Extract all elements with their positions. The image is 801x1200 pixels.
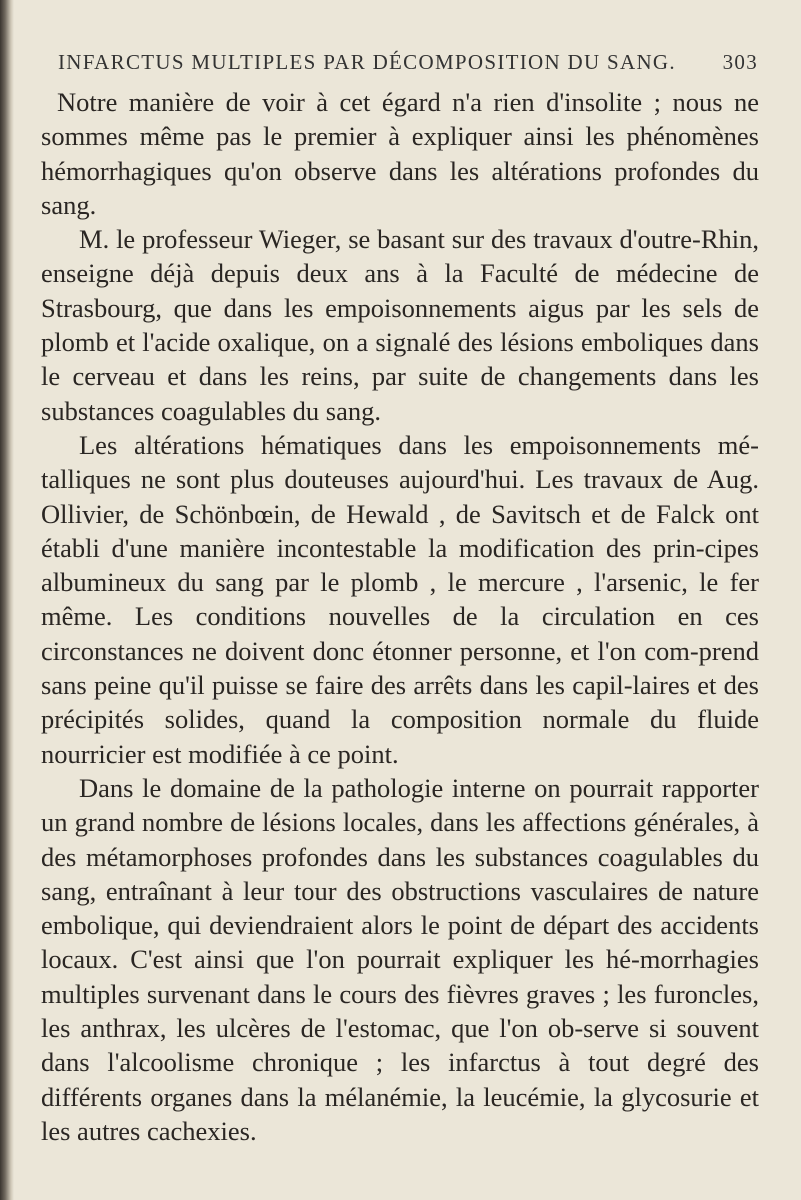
body-text bbox=[41, 85, 759, 1148]
running-title: INFARCTUS MULTIPLES PAR DÉCOMPOSITION DU SANG. bbox=[58, 50, 676, 74]
paragraph-3: Les altérations hématiques dans les empoisonnements mé-talliques ne sont plus douteuses aujourd'hui. Les travaux de Aug. Ollivier, de Schönbœin, de Hewald , de Savitsch et de Falck ont établi d'une manière incontestable la modification des prin-cipes albumineux du sang par le plomb , le mercure , l'arsenic, le fer même. Les conditions nouvelles de la circulation en ces circonstances ne doivent donc étonner personne, et l'on com-prend sans peine qu'il puisse se faire des arrêts dans les capil-laires et des précipités solides, quand la composition normale du fluide nourricier est modifiée à ce point. bbox=[41, 429, 759, 769]
paragraph-1: Notre manière de voir à cet égard n'a rien d'insolite ; nous ne sommes même pas le premier à expliquer ainsi les phénomènes hémorrhagiques qu'on observe dans les altérations profondes du sang. bbox=[41, 87, 759, 220]
running-header bbox=[58, 50, 758, 75]
paragraph-2: M. le professeur Wieger, se basant sur des travaux d'outre-Rhin, enseigne déjà depuis deux ans à la Faculté de médecine de Strasbourg, que dans les empoisonnements aigus par les sels de plomb et l'acide oxalique, on a signalé des lésions emboliques dans le cerveau et dans les reins, par suite de changements dans les substances coagulables du sang. bbox=[41, 224, 759, 426]
paragraph-4: Dans le domaine de la pathologie interne on pourrait rapporter un grand nombre de lésions locales, dans les affections générales, à des métamorphoses profondes dans les substances coagulables du sang, entraînant à leur tour des obstructions vasculaires de nature embolique, qui deviendraient alors le point de départ des accidents locaux. C'est ainsi que l'on pourrait expliquer les hé-morrhagies multiples survenant dans le cours des fièvres graves ; les furoncles, les anthrax, les ulcères de l'estomac, que l'on ob-serve si souvent dans l'alcoolisme chronique ; les infarctus à tout degré des différents organes dans la mélanémie, la leucémie, la glycosurie et les autres cachexies. bbox=[41, 772, 759, 1146]
page-number: 303 bbox=[722, 50, 758, 74]
page-binding-edge bbox=[0, 0, 14, 1200]
